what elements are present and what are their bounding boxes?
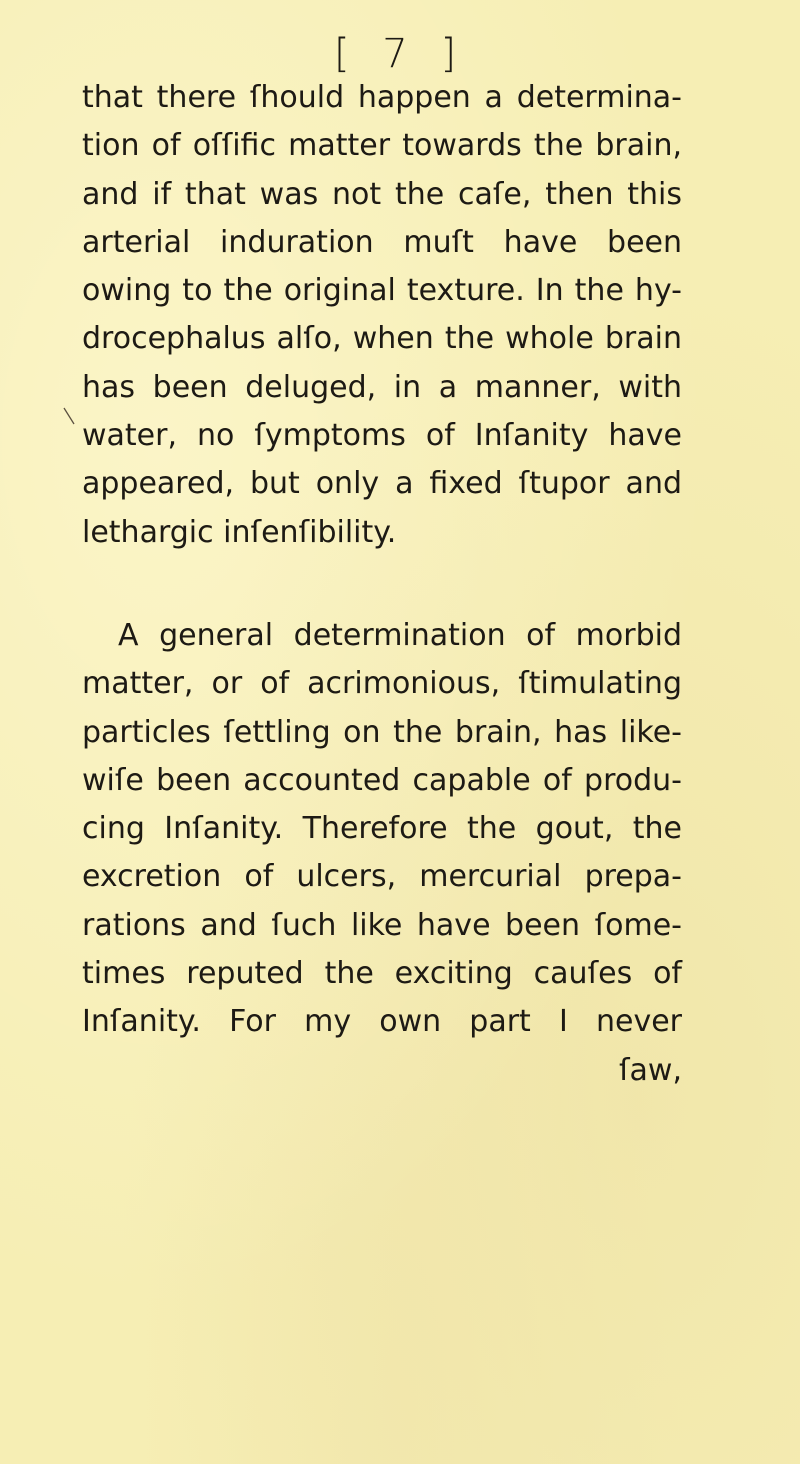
paragraph-1 [82, 74, 682, 557]
text-line: times reputed the exciting cauſes of [82, 956, 682, 992]
text-line: appeared, but only a fixed ſtupor and [82, 466, 682, 502]
body-text [82, 74, 682, 1095]
page-number: [ 7 ] [333, 31, 467, 77]
text-line: lethargic inſenſibility. [82, 514, 397, 550]
text-line: owing to the original texture. In the hy- [82, 273, 682, 309]
text-line: particles ſettling on the brain, has like- [82, 714, 682, 750]
text-line: drocephalus alſo, when the whole brain [82, 321, 682, 357]
text-line: and if that was not the caſe, then this [82, 176, 682, 212]
paragraph-2 [82, 612, 682, 1047]
catchword: ſaw, [618, 1052, 682, 1088]
text-line: that there ſhould happen a determina- [82, 80, 682, 115]
text-line: rations and ſuch like have been ſome- [82, 907, 682, 943]
margin-pencil-mark [62, 407, 76, 425]
text-line: has been deluged, in a manner, with [82, 369, 682, 405]
text-line: matter, or of acrimonious, ſtimulating [82, 666, 682, 702]
text-line: A general determination of morbid [118, 617, 682, 653]
text-line: arterial induration muſt have been [82, 224, 682, 260]
text-line: water, no ſymptoms of Inſanity have [82, 418, 682, 454]
text-line: wiſe been accounted capable of produ- [82, 762, 682, 798]
text-line: Inſanity. For my own part I never [82, 1004, 682, 1040]
text-line: excretion of ulcers, mercurial prepa- [82, 859, 682, 895]
text-line: tion of oſſific matter towards the brain, [82, 128, 682, 164]
paragraph-spacer [82, 557, 682, 612]
text-line: cing Inſanity. Therefore the gout, the [82, 811, 682, 847]
